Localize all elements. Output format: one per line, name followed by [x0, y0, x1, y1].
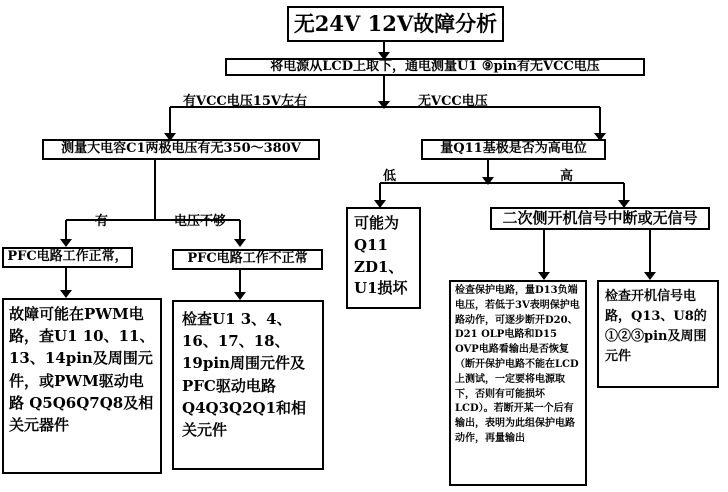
- check-u1-text: 检查U1 3、4、16、17、18、19pin周围元件及PFC驱动电路 Q4Q3Q2Q1和相关元件: [182, 310, 307, 439]
- branch-right-label: 无VCC电压: [418, 94, 488, 109]
- label-low: 低: [383, 169, 397, 184]
- label-yes: 有: [95, 214, 109, 229]
- pfc-bad-box: [172, 249, 323, 270]
- check-power-on-text: 检查开机信号电路，Q13、U8的①②③pin及周围元件: [605, 289, 707, 365]
- label-high: 高: [560, 169, 574, 184]
- pfc-ok-text: PFC电路工作正常，: [7, 249, 128, 265]
- fault-pwm-box: [2, 298, 162, 474]
- protect-circuit-text: 检查保护电路，量D13负端电压，若低于3V表明保护电路动作，可逐步断开D20、D21 OLP电路和D15 OVP电路看输出是否恢复（断开保护电路不能在LCD上测试，一定要将电源取下，否则有可能损坏LCD）。若断开某一个后有输出，表明为此组保护电路动作，再量输出: [455, 285, 580, 444]
- check-u1-box: [172, 300, 324, 470]
- branch-left-label: 有VCC电压15V左右: [183, 94, 307, 109]
- fault-pwm-text: 故障可能在PWM电路，查U1 10、11、13、14pin及周围元件，或PWM驱动电路 Q5Q6Q7Q8及相关元器件: [9, 305, 155, 434]
- secondary-signal-text: 二次侧开机信号中断或无信号: [502, 209, 698, 228]
- protect-circuit-box: [449, 280, 587, 486]
- possible-q11-line1: 可能为: [354, 214, 400, 232]
- possible-q11-box: [346, 207, 421, 309]
- secondary-signal-box: [490, 207, 710, 230]
- possible-q11-line2: Q11: [354, 235, 388, 254]
- pfc-ok-box: [2, 247, 133, 268]
- step1-box: [225, 58, 645, 76]
- pfc-bad-text: PFC电路工作不正常: [187, 251, 308, 267]
- title-box: [287, 6, 504, 42]
- label-insufficient: 电压不够: [174, 214, 227, 229]
- measure-c1-text: 测量大电容C1两极电压有无350～380V: [61, 141, 301, 157]
- measure-q11-box: [421, 139, 606, 160]
- title: 无24V 12V故障分析: [293, 10, 498, 36]
- check-power-on-box: [597, 280, 719, 388]
- measure-q11-text: 量Q11基极是否为高电位: [440, 141, 587, 157]
- step1-text: 将电源从LCD上取下，通电测量U1 ⑨pin有无VCC电压: [270, 58, 600, 74]
- possible-q11-line4: U1损坏: [354, 279, 408, 298]
- measure-c1-box: [42, 139, 320, 160]
- possible-q11-line3: ZD1、: [354, 257, 404, 276]
